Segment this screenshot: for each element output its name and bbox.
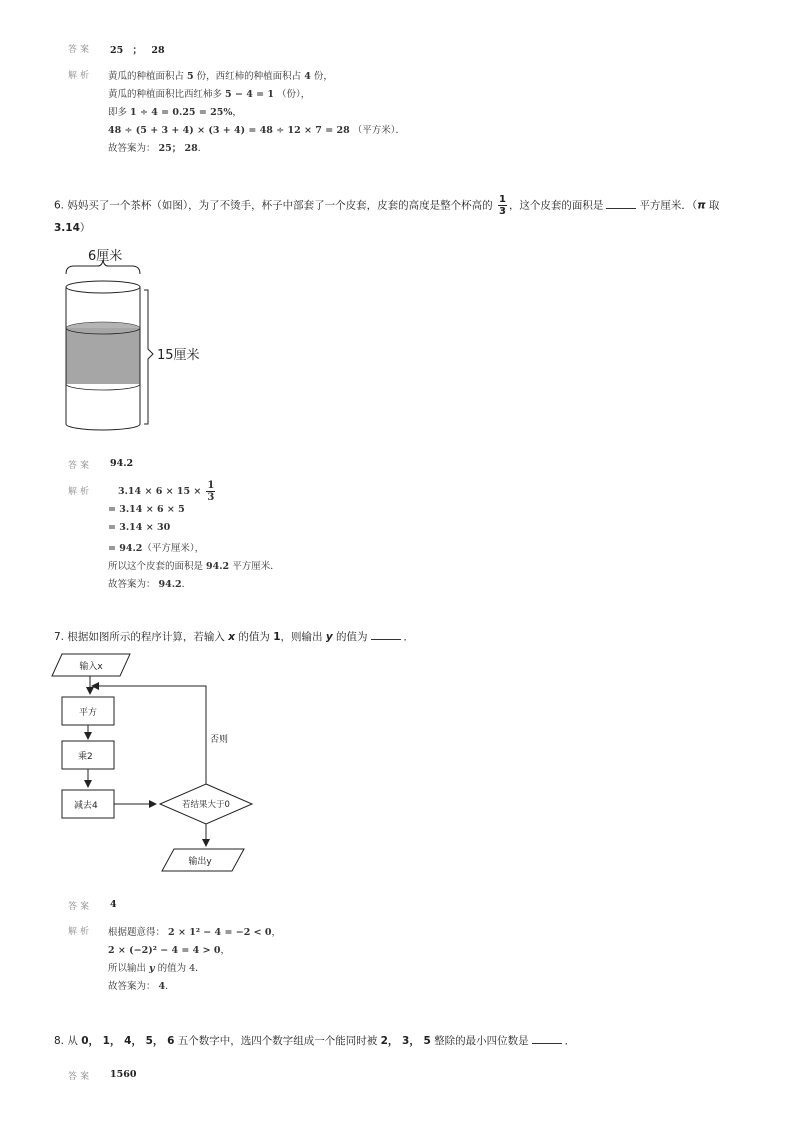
sleeve-bottom-edge xyxy=(66,384,140,390)
q7-answer-blank[interactable] xyxy=(371,630,401,640)
q5-answer-sep: ； xyxy=(132,45,143,56)
q5-solution-line-1: 黄瓜的种植面积占 5 份，西红柿的种植面积占 4 份， xyxy=(108,71,333,82)
q8-answer: 1560 xyxy=(110,1069,137,1080)
q7-solution-line-1: 根据题意得： 2 × 1² − 4 = −2 < 0， xyxy=(108,927,282,938)
q6-fraction: $\frac{1}{3}$ xyxy=(498,194,506,217)
q6-answer-blank[interactable] xyxy=(606,199,636,209)
output-node-label: 输出y xyxy=(188,857,212,867)
q6-answer: 94.2 xyxy=(110,458,134,469)
input-node-label: 输入x xyxy=(79,662,103,672)
q7-question: 7. 根据如图所示的程序计算，若输入 x 的值为 1，则输出 y 的值为 ． xyxy=(54,631,415,643)
sleeve-band xyxy=(66,328,140,384)
q5-answer xyxy=(110,42,165,56)
times2-node-label: 乘2 xyxy=(78,752,93,762)
answer-label: 答案 xyxy=(68,902,93,912)
q5-solution-line-2: 黄瓜的种植面积比西红柿多 5 − 4 = 1 （份）， xyxy=(108,89,311,100)
q7-answer: 4 xyxy=(110,899,117,910)
q5-answer-b: 28 xyxy=(151,45,165,56)
height-label: 15厘米 xyxy=(157,348,200,363)
q6-solution-line-5: 所以这个皮套的面积是 94.2 平方厘米． xyxy=(108,561,280,572)
q6-question-cont: 3.14） xyxy=(54,222,91,234)
cup-bottom xyxy=(66,424,140,430)
q6-solution-line-2: = 3.14 × 6 × 5 xyxy=(108,504,185,515)
q5-solution-line-5: 故答案为： 25； 28． xyxy=(108,143,208,154)
cup-rim xyxy=(66,281,140,293)
q5-answer-a: 25 xyxy=(110,45,124,56)
else-label: 否则 xyxy=(210,735,229,745)
q5-solution-line-3: 即多 1 ÷ 4 = 0.25 = 25%， xyxy=(108,107,242,118)
sleeve-top-back xyxy=(66,322,140,328)
analysis-label: 解析 xyxy=(68,71,93,81)
square-node-label: 平方 xyxy=(78,708,98,718)
answer-label: 答案 xyxy=(68,45,93,55)
q8-question: 8. 从 0， 1， 4， 5， 6 五个数字中，选四个数字组成一个能同时被 2， 3， 5 整除的最小四位数是 ． xyxy=(54,1035,576,1047)
decision-node-label: 若结果大于0 xyxy=(182,800,230,810)
q8-number: 8. xyxy=(54,1035,65,1047)
q5-solution-line-4: 48 ÷ (5 + 3 + 4) × (3 + 4) = 48 ÷ 12 × 7 = 28 （平方米）． xyxy=(108,125,405,136)
q7-flowchart xyxy=(48,650,268,880)
q6-calc-fraction: $\frac{1}{3}$ xyxy=(207,480,215,503)
q6-solution-line-1: 3.14 × 6 × 15 × $\frac{1}{3}$ xyxy=(118,480,215,503)
q8-answer-blank[interactable] xyxy=(532,1034,562,1044)
q7-solution-line-2: 2 × (−2)² − 4 = 4 > 0， xyxy=(108,945,230,956)
answer-label: 答案 xyxy=(68,1072,93,1082)
analysis-label: 解析 xyxy=(68,487,93,497)
q6-solution-line-3: = 3.14 × 30 xyxy=(108,522,171,533)
q7-solution-line-3: 所以输出 y 的值为 4． xyxy=(108,963,205,974)
q6-number: 6. xyxy=(54,199,65,212)
q6-question: 6. 妈妈买了一个茶杯（如图），为了不烫手，杯子中部套了一个皮套，皮套的高度是整个杯高的 $\frac{1}{3}$ ，这个皮套的面积是 平方厘米．（π 取 xyxy=(54,194,720,217)
analysis-label: 解析 xyxy=(68,927,93,937)
q6-cup-figure xyxy=(56,244,226,444)
q7-solution-line-4: 故答案为： 4． xyxy=(108,981,175,992)
minus4-node-label: 减去4 xyxy=(74,801,98,811)
q6-solution-line-4: = 94.2（平方厘米）， xyxy=(108,543,205,554)
q7-number: 7. xyxy=(54,631,65,643)
width-label: 6厘米 xyxy=(88,249,123,264)
q6-solution-line-6: 故答案为： 94.2． xyxy=(108,579,192,590)
height-bracket xyxy=(144,290,153,424)
answer-label: 答案 xyxy=(68,461,93,471)
